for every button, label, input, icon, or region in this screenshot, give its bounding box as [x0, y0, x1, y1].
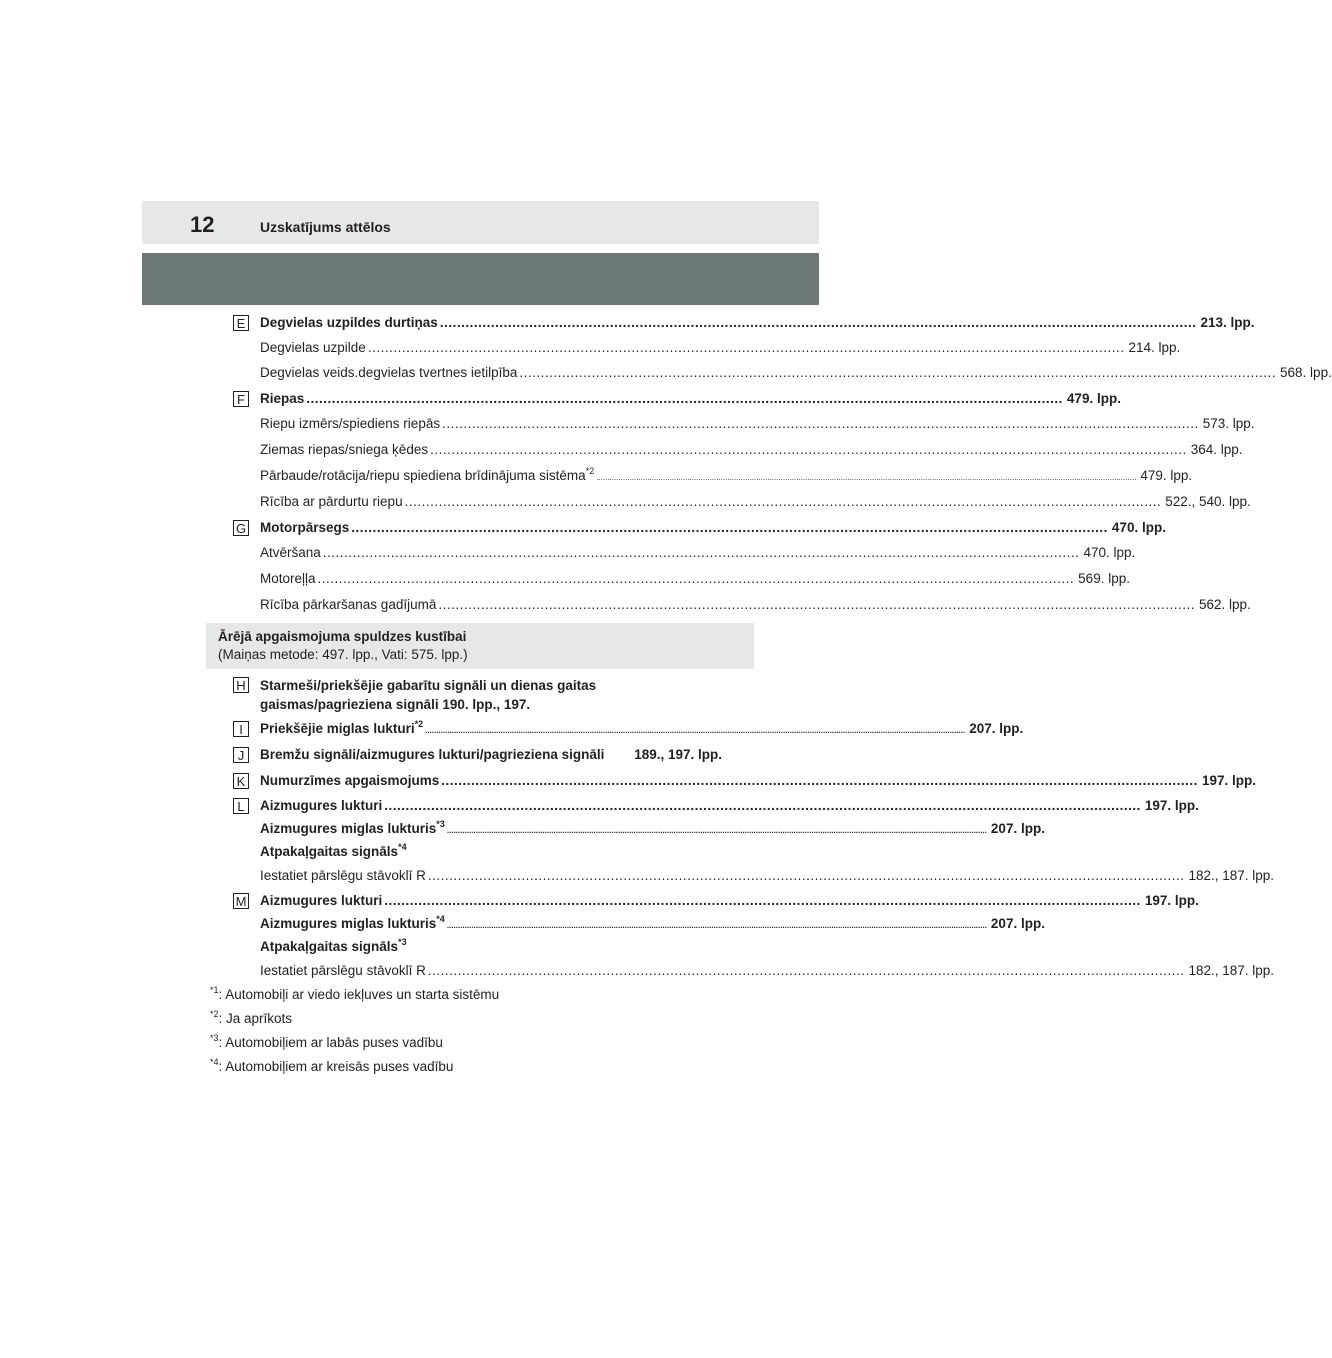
entry-flat-tire[interactable] — [260, 494, 1251, 510]
entry-label: Priekšējie miglas lukturi$^{*2}$ — [260, 719, 424, 736]
dot-leader: .................................................................................................................................................................................. — [519, 365, 1277, 380]
label-k: K — [233, 773, 249, 789]
entry-rear-fog-l[interactable] — [260, 819, 1045, 837]
entry-label: Iestatiet pārslēgu stāvoklī R — [260, 963, 426, 978]
footnote-ref: *3 — [398, 937, 407, 947]
footnote-ref: *4 — [436, 914, 445, 924]
entry-plate-light[interactable] — [260, 773, 1256, 789]
entry-page: 207. lpp. — [969, 721, 1024, 736]
entry-page: 479. lpp. — [1066, 391, 1121, 406]
entry-tire-size[interactable] — [260, 416, 1255, 432]
dot-leader: .................................................................................................................................................................................. — [442, 416, 1199, 431]
entry-page: 470. lpp. — [1083, 545, 1136, 560]
entry-page: 182., 187. lpp. — [1188, 868, 1275, 883]
entry-page: 470. lpp. — [1111, 520, 1166, 535]
label-j: J — [233, 747, 249, 763]
dot-leader: .................................................................................................................................................................................. — [439, 315, 1197, 330]
dot-leader: ................................................................................................................................................................................................................................................... — [425, 726, 966, 735]
entry-page: 207. lpp. — [990, 916, 1045, 931]
entry-label: Aizmugures miglas lukturis$^{*4}$ — [260, 914, 445, 931]
footnote-ref: *3 — [436, 819, 445, 829]
dot-leader: .................................................................................................................................................................................. — [317, 571, 1075, 586]
entry-label: Aizmugures lukturi — [260, 798, 383, 813]
page-title: Uzskatījums attēlos — [260, 219, 391, 235]
dot-leader: .................................................................................................................................................................................. — [430, 442, 1187, 457]
entry-engine-oil[interactable] — [260, 571, 1130, 587]
entry-front-fog[interactable] — [260, 719, 1024, 737]
footnote-2: $^{*2}$: Ja aprīkots — [210, 1009, 293, 1026]
entry-label: Degvielas uzpilde — [260, 340, 366, 355]
entry-label: Degvielas uzpildes durtiņas — [260, 315, 438, 330]
entry-tail-lights-l[interactable] — [260, 798, 1199, 814]
entry-reverse-m[interactable]: Atpakaļgaitas signāls$^{*3}$ — [260, 937, 407, 954]
entry-tires[interactable] — [260, 391, 1121, 407]
label-m: M — [233, 893, 249, 909]
header-band — [142, 253, 819, 305]
entry-fueling[interactable] — [260, 340, 1181, 356]
footnote-ref: *2 — [414, 719, 424, 729]
label-e: E — [233, 315, 249, 331]
entry-overheating[interactable] — [260, 597, 1251, 613]
entry-page: 569. lpp. — [1078, 571, 1130, 586]
entry-opening[interactable] — [260, 545, 1136, 561]
entry-page: 364. lpp. — [1190, 442, 1243, 457]
footnote-1: $^{*1}$: Automobiļi ar viedo iekļuves un starta sistēmu — [210, 985, 500, 1002]
footnote-ref: *4 — [398, 842, 407, 852]
entry-page: 562. lpp. — [1198, 597, 1251, 612]
footnote-ref: *2 — [585, 466, 595, 476]
entry-fuel-type[interactable] — [260, 365, 1332, 381]
dot-leader: .................................................................................................................................................................................. — [404, 494, 1162, 509]
entry-page: 207. lpp. — [990, 821, 1045, 836]
entry-page: 197. lpp. — [1144, 893, 1199, 908]
entry-tire-check[interactable] — [260, 466, 1193, 484]
entry-label: Ziemas riepas/sniega ķēdes — [260, 442, 429, 457]
entry-label: Rīcība ar pārdurtu riepu — [260, 494, 403, 509]
entry-brake-lights[interactable] — [260, 747, 722, 763]
entry-label: Bremžu signāli/aizmugures lukturi/pagrieziena signāli — [260, 747, 605, 762]
entry-page: 522., 540. lpp. — [1165, 494, 1251, 509]
dot-leader: .................................................................................................................................................................................. — [384, 798, 1141, 813]
entry-shift-r-l[interactable] — [260, 868, 1275, 884]
entry-label: Atvēršana — [260, 545, 321, 560]
entry-label: Riepas — [260, 391, 305, 406]
dot-leader: .................................................................................................................................................................................. — [367, 340, 1125, 355]
entry-shift-r-m[interactable] — [260, 963, 1275, 979]
entry-label: Iestatiet pārslēgu stāvoklī R — [260, 868, 426, 883]
entry-reverse-l[interactable]: Atpakaļgaitas signāls$^{*4}$ — [260, 842, 407, 859]
dot-leader: ................................................................................................................................................................................................................................................... — [446, 921, 987, 930]
label-h: H — [233, 677, 249, 693]
entry-winter-tires[interactable] — [260, 442, 1243, 458]
dot-leader: .................................................................................................................................................................................. — [322, 545, 1080, 560]
dot-leader: .................................................................................................................................................................................. — [427, 868, 1185, 883]
entry-tail-lights-m[interactable] — [260, 893, 1199, 909]
label-l: L — [233, 798, 249, 814]
dot-leader: .................................................................................................................................................................................. — [438, 597, 1195, 612]
entry-page: 479. lpp. — [1140, 468, 1193, 483]
entry-page: 182., 187. lpp. — [1188, 963, 1275, 978]
entry-page: 213. lpp. — [1200, 315, 1255, 330]
dot-leader: .................................................................................................................................................................................. — [441, 773, 1198, 788]
label-i: I — [233, 721, 249, 737]
entry-page: 214. lpp. — [1128, 340, 1181, 355]
entry-label: Riepu izmērs/spiediens riepās — [260, 416, 441, 431]
entry-label: Aizmugures lukturi — [260, 893, 383, 908]
page-header — [142, 201, 819, 244]
entry-page: 568. lpp. — [1280, 365, 1332, 380]
label-g: G — [233, 520, 249, 536]
dot-leader: .................................................................................................................................................................................. — [306, 391, 1063, 406]
entry-headlights-line2[interactable]: gaismas/pagrieziena signāli 190. lpp., 197. — [260, 697, 531, 712]
entry-page: 197. lpp. — [1201, 773, 1256, 788]
section-subtitle: (Maiņas metode: 497. lpp., Vati: 575. lpp.) — [218, 647, 468, 662]
entry-page: 189., 197. lpp. — [634, 747, 722, 762]
entry-label: Motoreļļa — [260, 571, 316, 586]
entry-label: Pārbaude/rotācija/riepu spiediena brīdinājuma sistēma$^{*2}$ — [260, 466, 595, 483]
entry-headlights-line1[interactable]: Starmeši/priekšējie gabarītu signāli un dienas gaitas — [260, 678, 597, 693]
page-number: 12 — [190, 212, 215, 237]
entry-page: 197. lpp. — [1144, 798, 1199, 813]
entry-rear-fog-m[interactable] — [260, 914, 1045, 932]
dot-leader: .................................................................................................................................................................................. — [427, 963, 1185, 978]
footnote-4: $^{*4}$: Automobiļiem ar kreisās puses vadību — [210, 1057, 454, 1074]
entry-page: 573. lpp. — [1202, 416, 1255, 431]
section-exterior-lighting — [206, 623, 754, 669]
footnote-3: $^{*3}$: Automobiļiem ar labās puses vadību — [210, 1033, 443, 1050]
section-title: Ārējā apgaismojuma spuldzes kustībai — [218, 629, 467, 644]
entry-hood[interactable] — [260, 520, 1166, 536]
entry-label: Rīcība pārkaršanas gadījumā — [260, 597, 437, 612]
dot-leader: ................................................................................................................................................................................................................................................... — [446, 826, 987, 835]
dot-leader: .................................................................................................................................................................................. — [384, 893, 1141, 908]
dot-leader: .................................................................................................................................................................................. — [351, 520, 1108, 535]
entry-fuel-door[interactable] — [260, 315, 1255, 331]
dot-leader: ................................................................................................................................................................................................................................................... — [596, 473, 1137, 482]
label-f: F — [233, 391, 249, 407]
entry-label: Numurzīmes apgaismojums — [260, 773, 440, 788]
entry-label: Aizmugures miglas lukturis$^{*3}$ — [260, 819, 445, 836]
entry-label: Degvielas veids.degvielas tvertnes ietilpība — [260, 365, 518, 380]
entry-label: Motorpārsegs — [260, 520, 350, 535]
